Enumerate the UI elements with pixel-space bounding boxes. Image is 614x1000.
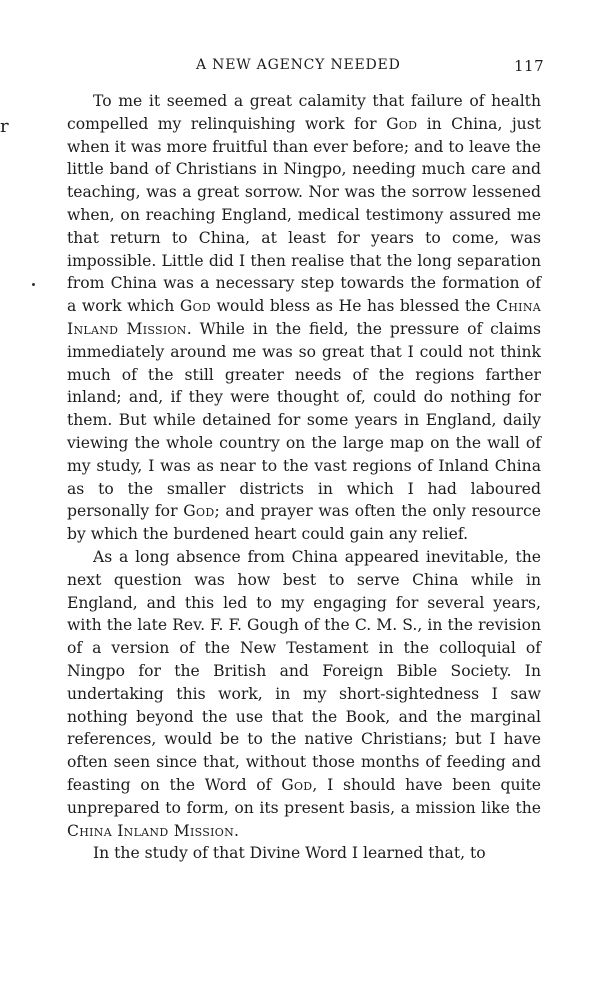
small-caps-god: God [179,297,212,316]
small-caps-god: God [281,775,313,794]
small-caps-god: God [183,502,215,521]
running-head-title: A NEW AGENCY NEEDED [196,57,401,73]
margin-dot [32,283,35,286]
small-caps-mission-name: China Inland Mission [67,821,235,840]
text-run: As a long absence from China appeared inevitable, the next question was how best to serve China while in England, and this led to my engaging for several years, with the late Rev. F. F. Gough of the C. M. S., in the revision of a version of the New Testament in the colloquial of Ningpo for the British and Foreign Bible Society. In undertaking this work, in my short-sightedness I saw nothing beyond the use that the Book, and the marginal references, would be to the native Christians; but I have often seen since that, without those months of feeding and feasting on the Word of [67,547,541,794]
text-run: ; and prayer was often the only resource by which the burdened heart could gain any relief. [67,502,541,544]
text-run: , I should have been quite unprepared to form, on its present basis, a mission like the [67,775,541,817]
text-run: To me it seemed a great calamity that failure of health compelled my relinquishing work for [67,92,541,133]
small-caps-god: God [386,114,418,133]
paragraph-3 [67,842,541,865]
text-run: . [234,821,239,840]
paragraph-1 [67,90,541,546]
text-run: . While in the field, the pressure of claims immediately around me was so great that I could not think much of the still greater needs of the regions farther inland; and, if they were thought of, could do nothing for them. But while detained for some years in England, daily viewing the whole country on the large map on the wall of my study, I was as near to the vast regions of Inland China as to the smaller districts in which I had laboured personally for [67,319,541,521]
body-text [67,90,541,865]
text-run: In the study of that Divine Word I learned that, to [93,844,486,863]
running-head [0,57,614,77]
small-caps-mission-name: China Inland Mission [67,297,541,338]
page-number: 117 [514,57,545,75]
text-run: would bless as He has blessed the [211,297,497,316]
margin-mark: r [0,116,9,137]
text-run: in China, just when it was more fruitful than ever before; and to leave the little band of Christians in Ningpo, needing much care and teaching, was a great sorrow. Nor was the sorrow lessened when, on reaching England, medical testimony assured me that return to China, at least for years to come, was impossible. Little did I then realise that the long separation from China was a necessary step towards the formation of a work which [67,114,542,316]
paragraph-2 [67,546,541,842]
